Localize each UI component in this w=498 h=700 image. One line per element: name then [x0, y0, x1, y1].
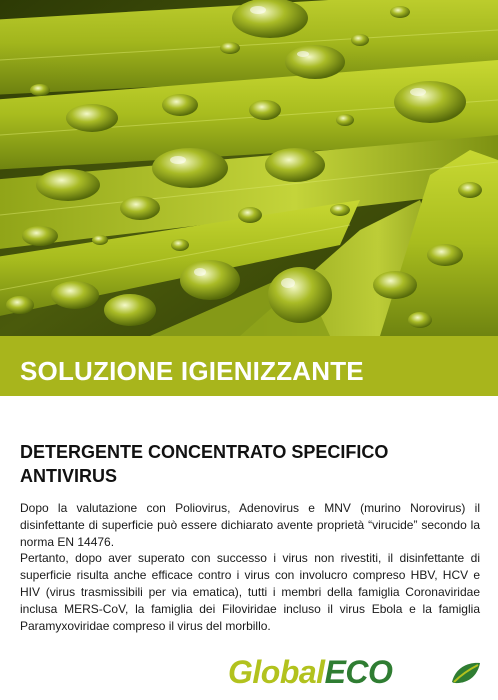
hero-image	[0, 0, 498, 336]
page-title: SOLUZIONE IGIENIZZANTE	[20, 356, 364, 386]
logo-global-text: Global	[228, 654, 325, 690]
logo-eco-text: ECO	[324, 654, 393, 690]
globaleco-logo	[228, 652, 486, 692]
description-paragraph-1: Dopo la valutazione con Poliovirus, Adenovirus e MNV (murino Norovirus) il disinfettante di superficie può essere dichiarato avente proprietà “virucide” secondo la norma EN 14476.	[20, 501, 480, 549]
description-text	[20, 500, 480, 634]
description-paragraph-2: Pertanto, dopo aver superato con successo i virus non rivestiti, il disinfettante di superficie risulta anche efficace contro i virus con involucro compreso HBV, HCV e HIV (virus trasmissibili per via ematica), tutti i membri della famiglia Coronaviridae inclusa MERS-CoV, la famiglia dei Filoviridae incluso il virus Ebola e la famiglia Paramyxoviridae compreso il virus del morbillo.	[20, 551, 480, 633]
logo-wordmark	[228, 652, 392, 692]
leaf-icon	[450, 660, 482, 686]
product-subtitle: DETERGENTE CONCENTRATO SPECIFICO ANTIVIRUS	[20, 442, 389, 486]
